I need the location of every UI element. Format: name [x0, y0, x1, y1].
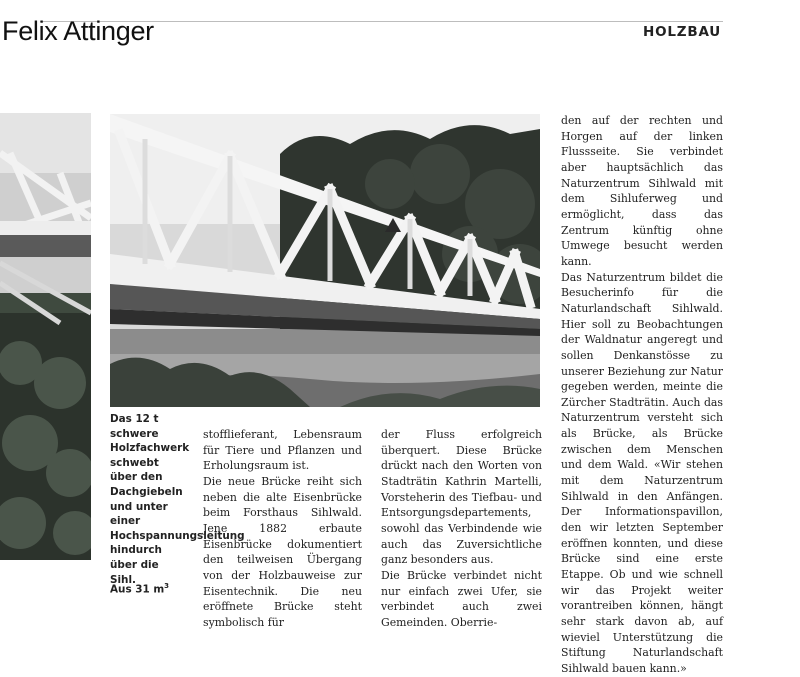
paragraph: stofflieferant, Lebensraum für Tiere und Pflanzen und Erholungsraum ist. [203, 428, 362, 473]
photo-caption: Das 12 t schwere Holzfachwerk schwebt über den Dachgiebeln und unter einer Hochspannungsleitung hindurch über die Sihl. [110, 413, 245, 586]
bridge-photo [110, 114, 540, 407]
paragraph: Die neue Brücke reiht sich neben die alte Eisenbrücke beim Forsthaus Sihlwald. Jene 1882 erbaute Eisenbrücke dokumentiert den teilweisen Übergang von der Holzbauweise zur Eisentechnik. Die neu eröffnete Brücke steht symbolisch für [203, 474, 362, 629]
text-column-1 [203, 427, 362, 631]
author-name: Felix Attinger [2, 16, 154, 46]
text-column-2 [381, 427, 542, 631]
paragraph: den auf der rechten und Horgen auf der linken Flussseite. Sie verbindet aber hauptsächlich das Naturzentrum Sihlwald mit dem Sihluferweg und ermöglicht, dass das Zentrum künftig ohne Umwege besucht werden kann. [561, 114, 723, 268]
photo-caption-continued: Aus 31 $m^3$ [110, 582, 170, 596]
paragraph: Das Naturzentrum bildet die Besucherinfo für die Naturlandschaft Sihlwald. Hier soll zu Beobachtungen der Waldnatur angeregt und sollen Denkanstösse zu unserer Beziehung zur Natur gegeben werden, meinte die Zürcher Stadträtin. Auch das Naturzentrum versteht sich als Brücke, als Brücke zwischen dem Menschen und dem Wald. «Wir stehen mit dem Naturzentrum Sihlwald in den Anfängen. Der Informationspavillon, den wir letzten September eröffnen konnten, und diese Brücke sind eine erste Etappe. Ob und wie schnell wir das Projekt weiter vorantreiben können, hängt sehr stark davon ab, auf wieviel Unterstützung die Stiftung Naturlandschaft Sihlwald bauen kann.» [561, 270, 724, 675]
section-title: HOLZBAU [643, 24, 722, 40]
text-column-3 [561, 113, 723, 677]
paragraph: der Fluss erfolgreich überquert. Diese Brücke drückt nach den Worten von Stadträtin Kathrin Martelli, Vorsteherin des Tiefbau- und Entsorgungsdepartements, sowohl das Verbindende wie auch das Zuversichtliche ganz besonders aus. [381, 428, 542, 567]
paragraph: Die Brücke verbindet nicht nur einfach zwei Ufer, sie verbindet auch zwei Gemeinden. Oberrie- [381, 568, 542, 629]
bridge-photo-left [0, 113, 91, 560]
